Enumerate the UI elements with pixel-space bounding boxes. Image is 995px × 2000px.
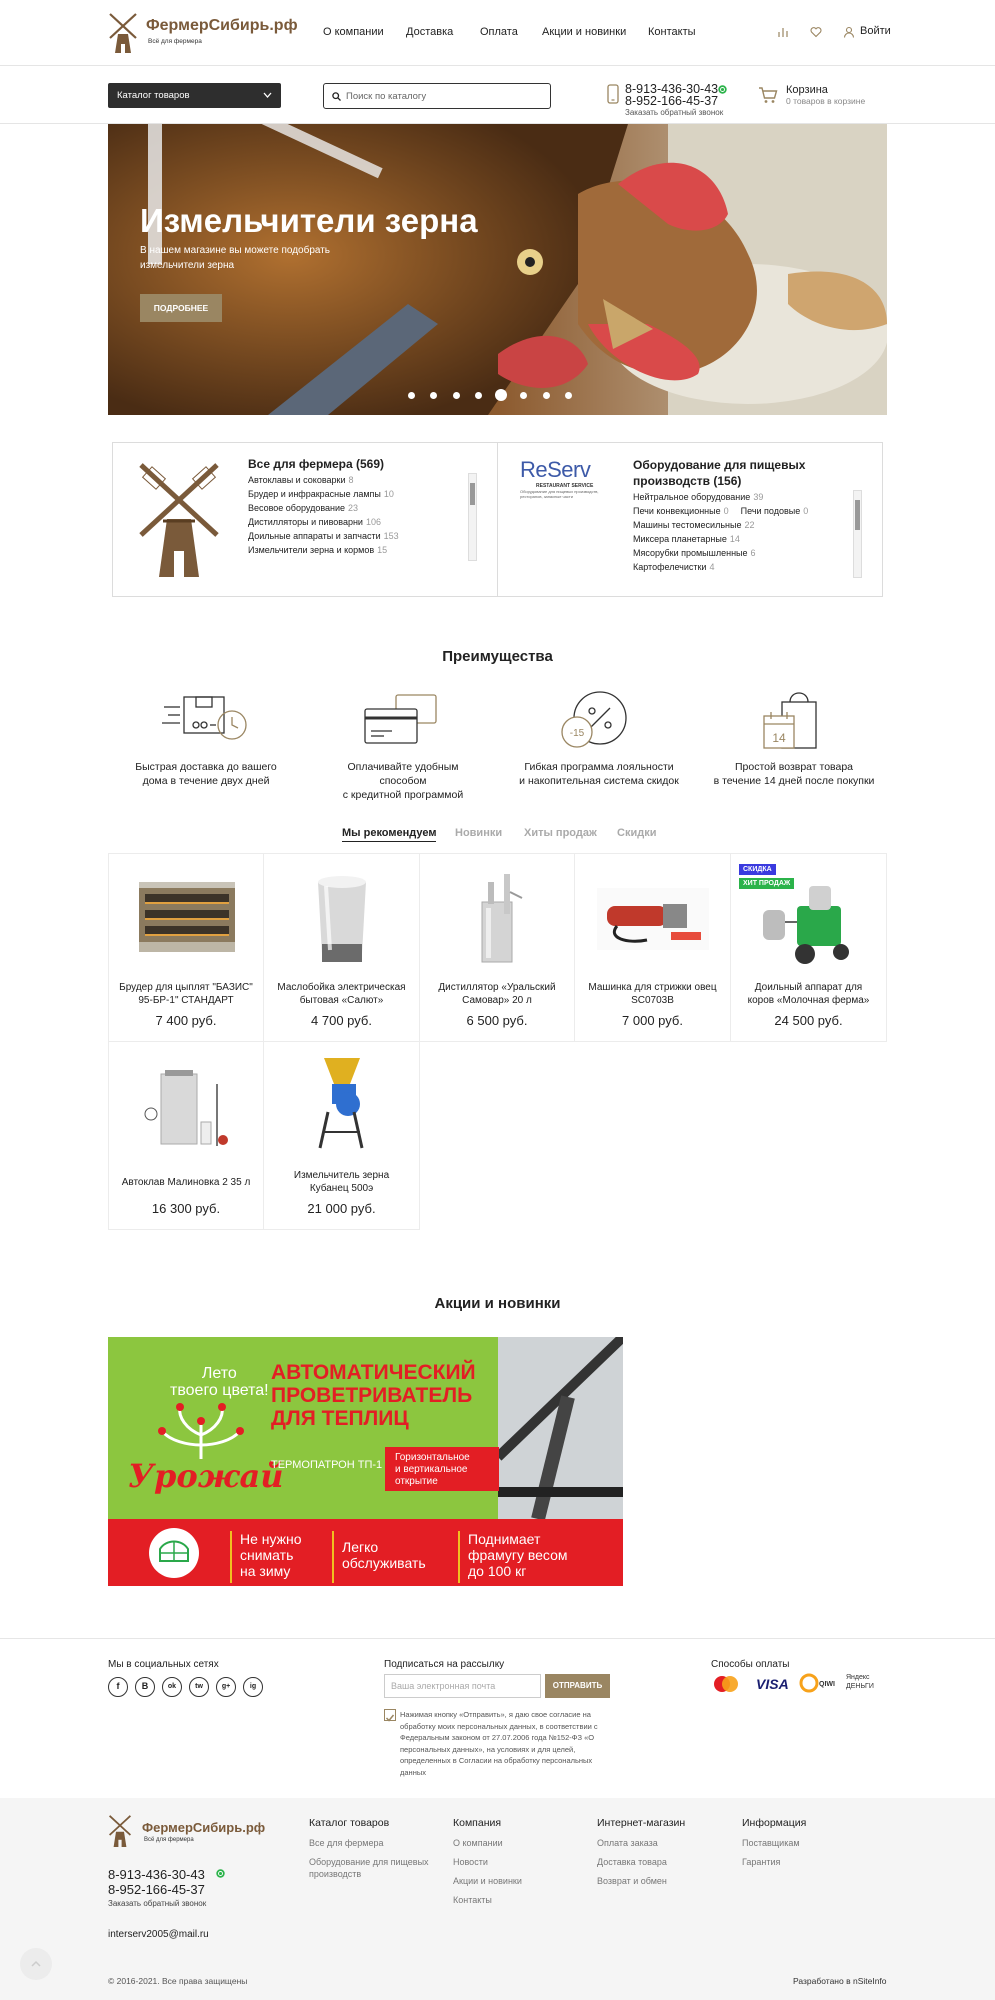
category-scrollbar[interactable] xyxy=(853,490,862,578)
promo-feature-winter: Не нужно снимать на зиму xyxy=(230,1531,302,1583)
windmill-category-icon xyxy=(135,459,223,581)
product-image-grain-crusher xyxy=(314,1056,370,1150)
greenhouse-badge-icon xyxy=(148,1527,200,1579)
category-item[interactable]: Дистилляторы и пивоварни 106 xyxy=(248,517,381,527)
footer-logo-tagline: Всё для фермера xyxy=(144,1837,194,1843)
product-card[interactable] xyxy=(730,853,887,1042)
product-image-distiller xyxy=(470,872,526,968)
category-item[interactable]: Нейтральное оборудование 39 xyxy=(633,492,764,502)
category-title[interactable]: Все для фермера (569) xyxy=(248,457,385,471)
footer-link[interactable]: Новости xyxy=(453,1857,488,1867)
promo-banner[interactable] xyxy=(108,1337,623,1586)
footer-link[interactable]: Поставщикам xyxy=(742,1838,800,1848)
promo-feature-weight: Поднимает фрамугу весом до 100 кг xyxy=(458,1531,568,1583)
nav-contacts[interactable]: Контакты xyxy=(648,26,696,38)
footer-phone-2[interactable]: 8-952-166-45-37 xyxy=(108,1882,205,1897)
search-input[interactable] xyxy=(323,83,551,109)
product-card[interactable] xyxy=(263,1041,420,1230)
logo-name[interactable]: ФермерСибирь.рф xyxy=(146,17,298,34)
footer-link[interactable]: Гарантия xyxy=(742,1857,781,1867)
search-icon xyxy=(332,92,341,101)
footer-col-catalog-title: Каталог товаров xyxy=(309,1817,390,1829)
visa-icon: VISA xyxy=(756,1676,789,1692)
callback-link[interactable]: Заказать обратный звонок xyxy=(625,108,724,117)
category-item[interactable]: Весовое оборудование 23 xyxy=(248,503,359,513)
nav-promo[interactable]: Акции и новинки xyxy=(542,26,627,38)
odnoklassniki-icon[interactable]: ok xyxy=(162,1677,182,1697)
advantage-credit: Оплачивайте удобным способом с кредитной программой xyxy=(342,761,464,801)
subscribe-email-input[interactable]: Ваша электронная почта xyxy=(384,1674,541,1698)
product-card[interactable] xyxy=(108,853,264,1042)
product-price: 7 400 руб. xyxy=(155,1013,217,1028)
vk-icon[interactable]: B xyxy=(135,1677,155,1697)
product-price: 21 000 руб. xyxy=(307,1201,376,1216)
category-card-farmer[interactable] xyxy=(112,442,498,597)
product-price: 16 300 руб. xyxy=(151,1201,221,1216)
footer-callback-link[interactable]: Заказать обратный звонок xyxy=(108,1899,207,1908)
category-title[interactable]: Оборудование для пищевых производств (156) xyxy=(633,458,806,488)
badge-discount: СКИДКА xyxy=(739,864,776,875)
discount-icon xyxy=(558,690,630,752)
reserv-logo xyxy=(520,457,608,499)
header xyxy=(0,0,995,66)
tab-recommended[interactable]: Мы рекомендуем xyxy=(342,827,436,842)
product-image-brooder xyxy=(135,876,239,958)
slider-dot[interactable] xyxy=(565,392,572,399)
product-card[interactable] xyxy=(574,853,731,1042)
promo-season: Лето твоего цвета! xyxy=(170,1365,269,1399)
hero-subtitle-2: измельчители зерна xyxy=(140,260,235,271)
footer-whatsapp-icon[interactable] xyxy=(216,1869,225,1878)
footer-link[interactable]: Оплата заказа xyxy=(597,1838,658,1848)
phone-1[interactable]: 8-913-436-30-43 xyxy=(625,82,719,96)
tab-bestsellers[interactable]: Хиты продаж xyxy=(524,827,597,839)
checkmark-icon xyxy=(385,1713,395,1723)
category-list xyxy=(633,490,853,585)
category-scrollbar[interactable] xyxy=(468,473,477,561)
social-title: Мы в социальных сетях xyxy=(108,1659,219,1670)
product-price: 4 700 руб. xyxy=(311,1013,372,1028)
category-item[interactable]: Доильные аппараты и запчасти 153 xyxy=(248,531,399,541)
promo-headline: АВТОМАТИЧЕСКИЙ ПРОВЕТРИВАТЕЛЬ ДЛЯ ТЕПЛИЦ xyxy=(271,1361,476,1430)
product-name[interactable]: Измельчитель зерна Кубанец 500э xyxy=(293,1170,390,1194)
product-name[interactable]: Доильный аппарат для коров «Молочная ферма» xyxy=(747,982,870,1006)
product-price: 7 000 руб. xyxy=(622,1013,683,1028)
product-card[interactable] xyxy=(419,853,575,1042)
mastercard-icon xyxy=(711,1674,741,1694)
category-item[interactable]: Автоклавы и соковарки 8 xyxy=(248,475,354,485)
footer-link[interactable]: Доставка товара xyxy=(597,1857,667,1867)
footer-windmill-logo-icon[interactable] xyxy=(108,1814,132,1848)
product-price: 6 500 руб. xyxy=(466,1013,528,1028)
advantage-delivery: Быстрая доставка до вашего дома в течение двух дней xyxy=(135,761,277,787)
hero-slider[interactable] xyxy=(108,124,887,415)
reserv-logo-text: ReServ xyxy=(520,457,591,482)
ventilator-image xyxy=(498,1337,623,1519)
category-list xyxy=(248,473,399,588)
footer-link[interactable]: О компании xyxy=(453,1838,503,1848)
developer-credit[interactable]: Разработано в nSiteInfo xyxy=(793,1976,887,1986)
product-image-autoclave xyxy=(131,1064,243,1152)
credit-card-icon xyxy=(362,693,442,749)
slider-dot[interactable] xyxy=(475,392,482,399)
slider-dot[interactable] xyxy=(453,392,460,399)
reserv-logo-caption: Оборудование для пищевых производств, ресторанов, запасные части xyxy=(520,489,599,499)
instagram-icon[interactable]: ig xyxy=(243,1677,263,1697)
nav-delivery[interactable]: Доставка xyxy=(406,26,454,38)
product-name[interactable]: Машинка для стрижки овец SC0703B xyxy=(588,982,717,1006)
windmill-logo-icon[interactable] xyxy=(108,12,138,54)
cart-icon[interactable] xyxy=(758,86,778,104)
slider-dot[interactable] xyxy=(520,392,527,399)
cart-status: 0 товаров в корзине xyxy=(786,96,866,106)
chevron-down-icon xyxy=(263,92,272,98)
tab-discounts[interactable]: Скидки xyxy=(617,827,657,839)
category-item[interactable]: Миксера планетарные 14 xyxy=(633,534,740,544)
phone-2[interactable]: 8-952-166-45-37 xyxy=(625,94,719,108)
category-item[interactable]: Измельчители зерна и кормов 15 xyxy=(248,545,388,555)
search-placeholder: Поиск по каталогу xyxy=(346,91,427,102)
footer-col-shop-title: Интернет-магазин xyxy=(597,1817,686,1829)
footer-link[interactable]: Все для фермера xyxy=(309,1838,384,1848)
advantages-title: Преимущества xyxy=(442,648,553,665)
footer-email[interactable]: interserv2005@mail.ru xyxy=(108,1929,209,1940)
arrow-up-icon xyxy=(20,1948,52,1980)
product-image-clipper xyxy=(597,888,709,950)
promo-product: ТЕРМОПАТРОН ТП-1 xyxy=(271,1459,383,1471)
badge-bestseller: ХИТ ПРОДАЖ xyxy=(739,878,794,889)
product-image-milking-machine xyxy=(757,876,863,966)
svg-text:QIWI: QIWI xyxy=(819,1681,835,1688)
svg-text:14: 14 xyxy=(772,731,786,745)
delivery-icon xyxy=(162,693,252,749)
hero-subtitle-1: В нашем магазине вы можете подобрать xyxy=(140,245,331,256)
footer-col-info-title: Информация xyxy=(742,1817,807,1829)
footer-link[interactable]: Акции и новинки xyxy=(453,1876,522,1886)
catalog-dropdown[interactable] xyxy=(108,83,281,108)
payments-title: Способы оплаты xyxy=(711,1659,790,1670)
scroll-to-top-button[interactable] xyxy=(20,1948,52,1980)
footer-col-company-title: Компания xyxy=(453,1817,502,1829)
product-card[interactable] xyxy=(108,1041,264,1230)
slider-dot[interactable] xyxy=(543,392,550,399)
category-item[interactable]: Брудер и инфракрасные лампы 10 xyxy=(248,489,394,499)
user-icon[interactable] xyxy=(843,26,855,38)
promo-feature-easy: Легко обслуживать xyxy=(332,1531,426,1583)
slider-dot[interactable] xyxy=(495,389,507,401)
subscribe-title: Подписаться на рассылку xyxy=(384,1659,505,1670)
phone-icon xyxy=(607,84,619,104)
nav-about[interactable]: О компании xyxy=(323,26,384,38)
product-name[interactable]: Брудер для цыплят "БАЗИС" 95-БР-1" СТАНДАРТ xyxy=(119,982,253,1006)
tab-new[interactable]: Новинки xyxy=(455,827,503,839)
subscribe-button[interactable]: ОТПРАВИТЬ xyxy=(545,1674,610,1698)
product-card[interactable] xyxy=(263,853,420,1042)
promo-brand: Урожай xyxy=(128,1457,284,1495)
compare-icon[interactable] xyxy=(777,26,789,38)
category-item[interactable]: Машины тестомесильные 22 xyxy=(633,520,755,530)
category-card-food[interactable] xyxy=(497,442,883,597)
category-item[interactable]: Мясорубки промышленные 6 xyxy=(633,548,756,558)
logo-tagline: Всё для фермера xyxy=(148,38,202,45)
hero-more-button[interactable]: ПОДРОБНЕЕ xyxy=(140,294,222,322)
product-image-churn xyxy=(312,874,372,968)
consent-text: Нажимая кнопку «Отправить», я даю свое согласие на обработку моих персональных данных, в соответствии с Федеральным законом от 27.07.2006 года №152-ФЗ «О персональных данных», на условиях и для целей, определенных в Согласии на обработку персональных данных xyxy=(400,1710,598,1777)
footer-link[interactable]: Оборудование для пищевых производств xyxy=(309,1857,429,1879)
product-name[interactable]: Маслобойка электрическая бытовая «Салют» xyxy=(277,982,406,1006)
yandex-money-icon: Яндекс ДЕНЬГИ xyxy=(846,1674,874,1690)
advantage-loyalty: Гибкая программа лояльности и накопительная система скидок xyxy=(519,761,679,787)
heart-icon[interactable] xyxy=(810,26,822,38)
nav-payment[interactable]: Оплата xyxy=(480,26,518,38)
category-item[interactable]: Картофелечистки 4 xyxy=(633,562,715,572)
return-bag-icon xyxy=(760,688,820,752)
qiwi-icon xyxy=(799,1673,835,1695)
twitter-icon[interactable]: tw xyxy=(189,1677,209,1697)
promo-note: Горизонтальное и вертикальное открытие xyxy=(385,1447,499,1491)
footer-link[interactable]: Контакты xyxy=(453,1895,492,1905)
urozhai-tree-icon xyxy=(156,1401,246,1461)
footer-logo-name[interactable]: ФермерСибирь.рф xyxy=(142,1820,266,1835)
whatsapp-icon[interactable] xyxy=(718,85,727,94)
google-plus-icon[interactable]: g+ xyxy=(216,1677,236,1697)
catalog-label: Каталог товаров xyxy=(117,90,190,101)
facebook-icon[interactable]: f xyxy=(108,1677,128,1697)
product-name[interactable]: Автоклав Малиновка 2 35 л xyxy=(121,1177,251,1188)
reserv-logo-sub: RESTAURANT SERVICE xyxy=(536,483,594,489)
product-name[interactable]: Дистиллятор «Уральский Самовар» 20 л xyxy=(438,982,556,1006)
slider-dot[interactable] xyxy=(408,392,415,399)
copyright: © 2016-2021. Все права защищены xyxy=(108,1976,248,1986)
svg-text:-15: -15 xyxy=(569,728,585,739)
consent-checkbox[interactable] xyxy=(384,1709,396,1721)
footer-phone-1[interactable]: 8-913-436-30-43 xyxy=(108,1867,205,1882)
login-link[interactable]: Войти xyxy=(860,25,891,37)
category-item[interactable]: Печи конвекционные 0 Печи подовые 0 xyxy=(633,506,809,516)
cart-title[interactable]: Корзина xyxy=(786,84,828,96)
slider-dot[interactable] xyxy=(430,392,437,399)
product-price: 24 500 руб. xyxy=(774,1013,843,1028)
footer-link[interactable]: Возврат и обмен xyxy=(597,1876,667,1886)
hero-title: Измельчители зерна xyxy=(140,202,478,239)
promo-section-title: Акции и новинки xyxy=(434,1295,561,1312)
advantage-return: Простой возврат товара в течение 14 дней после покупки xyxy=(713,761,875,787)
